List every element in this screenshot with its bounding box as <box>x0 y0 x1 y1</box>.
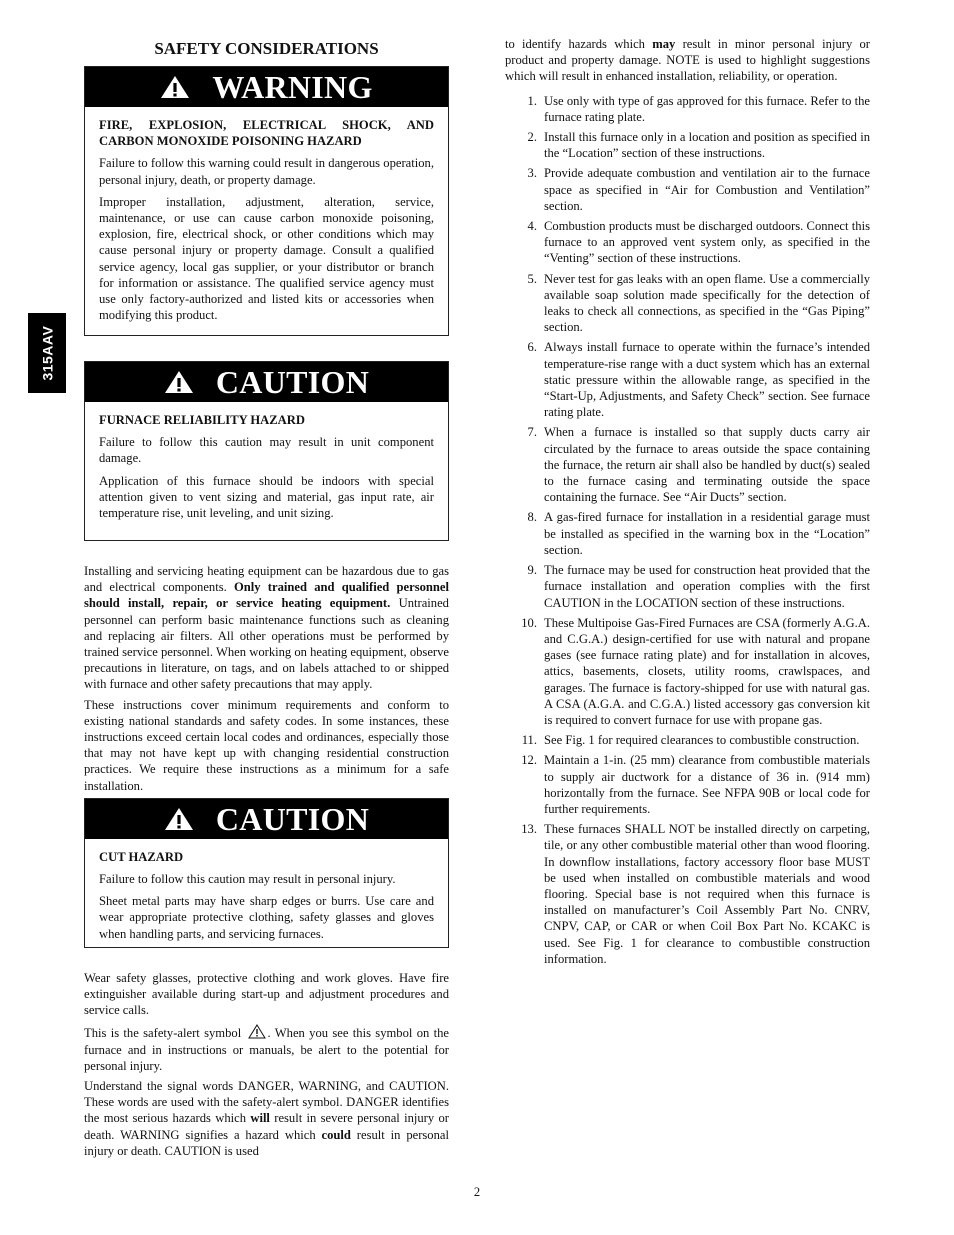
warning-header <box>85 67 448 107</box>
warning-box <box>84 66 449 336</box>
list-item: 9. The furnace may be used for construction heat provided that the furnace installation and operation complies with the first CAUTION in the LOCATION section of these instructions. <box>527 563 870 610</box>
safety-alert-symbol-icon <box>248 1024 266 1039</box>
signal-words-paragraph: Understand the signal words DANGER, WARNING, and CAUTION. These words are used with the safety-alert symbol. DANGER identifies the most serious hazards which will result in severe personal injury or death. WARNING signifies a hazard which could result in personal injury or death. CAUTION is used <box>84 1079 449 1158</box>
warning-text-2: Improper installation, adjustment, alteration, service, maintenance, or use can cause carbon monoxide poisoning, explosion, fire, electrical shock, or other conditions which may cause personal injury or property damage. Consult a qualified service agency, local gas supplier, or your distributor or branch for information or assistance. The qualified service agency must use only factory-authorized and listed kits or accessories when modifying this product. <box>99 194 434 323</box>
caution-header-2 <box>85 799 448 839</box>
caution-title-1: FURNACE RELIABILITY HAZARD <box>99 413 305 427</box>
model-side-tab <box>28 313 66 393</box>
intro-paragraph-2: These instructions cover minimum requirements and conform to existing national standards and safety codes. In some instances, these instructions exceed certain local codes and ordinances, especially those that may not have kept up with changing residential construction practices. We require these instructions as a minimum for a safe installation. <box>84 697 449 793</box>
warning-text-1: Failure to follow this warning could result in dangerous operation, personal injury, death, or property damage. <box>99 156 434 187</box>
caution-body-1 <box>85 402 448 539</box>
list-item: 11. See Fig. 1 for required clearances to combustible construction. <box>521 733 860 748</box>
caution-box-cut <box>84 798 449 948</box>
safety-gear-paragraph: Wear safety glasses, protective clothing and work gloves. Have fire extinguisher available during start-up and adjustment procedures and service calls. <box>84 970 449 1018</box>
list-item: 5. Never test for gas leaks with an open flame. Use a commercially available soap solution made specifically for the detection of leaks to check all connections, as specified in the “Gas Piping” section. <box>527 271 870 335</box>
caution-box-reliability <box>84 361 449 541</box>
list-item: 10. These Multipoise Gas-Fired Furnaces are CSA (formerly A.G.A. and C.G.A.) design-certified for use with natural and propane gases (see furnace rating plate) and for installation in alcoves, attics, basements, closets, utility rooms, crawlspaces, and garages. The furnace is factory-shipped for use with natural gas. A CSA (A.G.A. and C.G.A.) listed accessory gas conversion kit is required to convert furnace for use with propane gas. <box>521 615 870 727</box>
right-column <box>505 36 870 971</box>
model-label: 315AAV <box>38 325 55 381</box>
caution-title-2: CUT HAZARD <box>99 849 184 864</box>
page-number: 2 <box>473 1185 481 1199</box>
intro-paragraph-1: Installing and servicing heating equipment can be hazardous due to gas and electrical components. Only trained and qualified personnel should install, repair, or service heating equipment. Untrained personnel can perform basic maintenance functions such as cleaning and replacing air filters. All other operations must be performed by trained service personnel. When working on heating equipment, observe precautions in literature, on tags, and on labels attached to or shipped with furnace and other safety precautions that may apply. <box>84 564 449 692</box>
list-item: 4. Combustion products must be discharged outdoors. Connect this furnace to an approved vent system only, as specified in the “Venting” section of these instructions. <box>527 219 870 266</box>
safety-instructions-list <box>505 93 870 967</box>
list-item: 1. Use only with type of gas approved for this furnace. Refer to the furnace rating plate. <box>527 93 870 124</box>
list-item: 3. Provide adequate combustion and ventilation air to the furnace space as specified in “Air for Combustion and Ventilation” section. <box>527 166 870 213</box>
list-item: 13. These furnaces SHALL NOT be installed directly on carpeting, tile, or any other combustible material other than wood flooring. In downflow installations, factory accessory floor base MUST be used when installed on combustible materials and wood flooring. Special base is not required when this furnace is installed on manufacturer’s Coil Assembly Part No. CNRV, CNPV, CAP, or CAR or when Coil Box Part No. KCAKC is used. See Fig. 1 for clearance to combustible construction information. <box>521 822 870 966</box>
safety-alert-icon <box>160 75 190 99</box>
caution-1-text-1: Failure to follow this caution may result in unit component damage. <box>99 435 434 466</box>
section-title: SAFETY CONSIDERATIONS <box>154 39 379 58</box>
warning-title: FIRE, EXPLOSION, ELECTRICAL SHOCK, AND CARBON MONOXIDE POISONING HAZARD <box>99 118 434 149</box>
caution-header-1 <box>85 362 448 402</box>
left-column <box>84 36 449 1163</box>
caution-body-2 <box>85 839 448 960</box>
caution-2-text-2: Sheet metal parts may have sharp edges or burrs. Use care and wear appropriate protective clothing, safety glasses and gloves when handling parts, and servicing furnaces. <box>99 894 434 941</box>
caution-word-1: CAUTION <box>215 364 370 400</box>
caution-1-text-2: Application of this furnace should be indoors with special attention given to vent sizing and material, gas input rate, air temperature rise, unit leveling, and unit sizing. <box>99 473 434 521</box>
list-item: 12. Maintain a 1-in. (25 mm) clearance from combustible materials to supply air ductwork for a distance of 36 in. (914 mm) horizontally from the furnace. See NFPA 90B or local code for further requirements. <box>521 753 870 816</box>
caution-word-2: CAUTION <box>215 800 370 837</box>
signal-words-continued: to identify hazards which may result in minor personal injury or product and property damage. NOTE is used to highlight suggestions which will result in enhanced installation, reliability, or operation. <box>505 37 870 84</box>
list-item: 2. Install this furnace only in a location and position as specified in the “Location” section of these instructions. <box>527 130 870 161</box>
list-item: 8. A gas-fired furnace for installation in a residential garage must be installed as specified in the warning box in the “Location” section. <box>527 510 870 557</box>
safety-alert-paragraph: This is the safety-alert symbol . When you see this symbol on the furnace and in instructions or manuals, be alert to the potential for personal injury. <box>84 1026 449 1073</box>
warning-body <box>85 107 448 341</box>
list-item: 7. When a furnace is installed so that supply ducts carry air circulated by the furnace to areas outside the space containing the furnace, the return air shall also be handled by duct(s) sealed to the furnace casing and terminating outside the space containing the furnace. See “Air Ducts” section. <box>527 425 870 505</box>
list-item: 6. Always install furnace to operate within the furnace’s intended temperature-rise range with a duct system which has an external static pressure within the allowable range, as specified in the “Start-Up, Adjustments, and Safety Check” section. See furnace rating plate. <box>527 340 870 420</box>
safety-alert-icon <box>164 807 194 831</box>
warning-word: WARNING <box>212 69 373 105</box>
safety-alert-icon <box>164 370 194 394</box>
caution-2-text-1: Failure to follow this caution may result in personal injury. <box>99 872 396 887</box>
